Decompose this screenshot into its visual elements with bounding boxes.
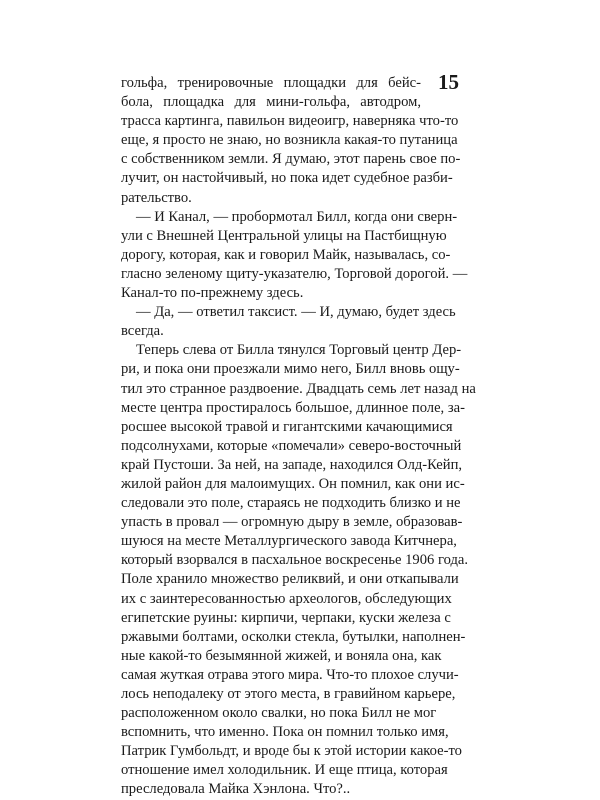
- text-line: Канал-то по-прежнему здесь.: [121, 285, 304, 302]
- text-line: следовали это поле, стараясь не подходить близко и не: [121, 495, 461, 512]
- text-line: самая жуткая отрава этого мира. Что-то плохое случи-: [121, 666, 459, 683]
- text-line: Теперь слева от Билла тянулся Торговый центр Дер-: [136, 342, 462, 359]
- text-line: с собственником земли. Я думаю, этот парень свое по-: [121, 151, 461, 168]
- text-line: всегда.: [121, 323, 164, 340]
- text-line: гольфа, тренировочные площадки для бейс-: [121, 75, 421, 91]
- text-line: упасть в провал — огромную дыру в земле, образовав-: [121, 514, 463, 531]
- text-line: подсолнухами, которые «помечали» северо-восточный: [121, 437, 462, 454]
- text-line: расположенном около свалки, но пока Билл не мог: [121, 705, 437, 722]
- text-line: рательство.: [121, 189, 192, 206]
- text-line: ри, и пока они проезжали мимо него, Билл вновь ощу-: [121, 361, 460, 378]
- text-line: бола, площадка для мини-гольфа, автодром,: [121, 94, 421, 111]
- text-line: — Да, — ответил таксист. — И, думаю, будет здесь: [136, 304, 456, 321]
- text-line: шуюся на месте Металлургического завода Китчнера,: [121, 533, 457, 550]
- text-line: ржавыми болтами, осколки стекла, бутылки, наполнен-: [121, 628, 466, 645]
- text-line: Поле хранило множество реликвий, и они откапывали: [121, 571, 459, 588]
- text-line: жилой район для малоимущих. Он помнил, как они ис-: [121, 475, 465, 492]
- page-number: 15: [438, 70, 459, 94]
- text-line: отношение имел холодильник. И еще птица, которая: [121, 762, 448, 779]
- text-line: росшее высокой травой и гигантскими качающимися: [121, 418, 453, 435]
- text-line: дорогу, которая, как и говорил Майк, называлась, со-: [121, 246, 451, 263]
- text-line: который взорвался в пасхальное воскресенье 1906 года.: [121, 552, 469, 569]
- text-line: Патрик Гумбольдт, и вроде бы к этой истории какое-то: [121, 743, 462, 760]
- text-line: преследовала Майка Хэнлона. Что?..: [121, 781, 351, 798]
- text-line: месте центра простиралось большое, длинное поле, за-: [121, 399, 465, 416]
- text-line: край Пустоши. За ней, на западе, находился Олд-Кейп,: [121, 456, 463, 473]
- text-line: их с заинтересованностью археологов, обследующих: [121, 590, 452, 607]
- text-line: — И Канал, — пробормотал Билл, когда они сверн-: [136, 208, 458, 225]
- text-line: тил это странное раздвоение. Двадцать семь лет назад на: [121, 380, 476, 397]
- text-line: лось неподалеку от этого места, в гравийном карьере,: [121, 686, 456, 702]
- text-line: лучит, он настойчивый, но пока идет судебное разби-: [121, 170, 453, 187]
- text-line: ные какой-то безымянной жижей, и воняла она, как: [121, 647, 442, 664]
- text-line: вспомнить, что именно. Пока он помнил только имя,: [121, 724, 449, 741]
- text-line: трасса картинга, павильон видеоигр, наверняка что-то: [121, 113, 459, 130]
- text-line: египетские руины: кирпичи, черпаки, куски железа с: [121, 609, 451, 626]
- text-line: ули с Внешней Центральной улицы на Пастбищную: [121, 227, 447, 244]
- text-line: гласно зеленому щиту-указателю, Торговой дорогой. —: [121, 265, 468, 282]
- text-line: еще, я просто не знаю, но возникла какая-то путаница: [121, 132, 458, 149]
